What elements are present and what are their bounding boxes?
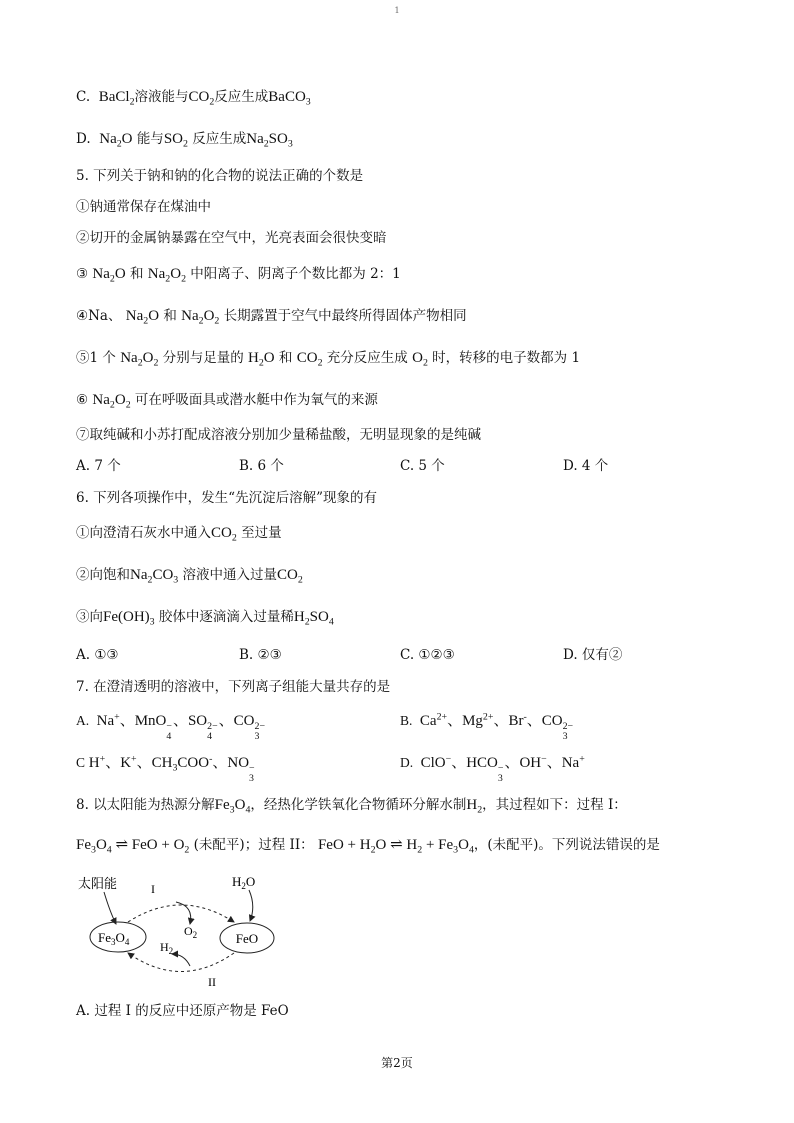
q7-option-a: A. Na+、MnO − 4 、SO 2− 4 、CO 2− 3 [76, 711, 266, 742]
h2-release-arrow-icon [172, 954, 190, 966]
h2-label: $H_2$ [160, 940, 174, 956]
q5-option-c: C. 5 个 [400, 458, 445, 474]
q6-option-a: A. ①③ [76, 647, 119, 663]
q5-statement-4: ④Na、 $Na_2O$ 和 $Na_2O_2$ 长期露置于空气中最终所得固体产物相同 [76, 308, 467, 327]
q5-statement-2: ②切开的金属钠暴露在空气中，光亮表面会很快变暗 [76, 230, 387, 246]
q4-option-c: C. BaCl$_2$溶液能与$CO_2$反应生成BaCO$_3$ [76, 89, 311, 108]
q6-option-b: B. ②③ [239, 647, 282, 663]
q8-option-a: A. 过程 I 的反应中还原产物是 FeO [76, 1003, 289, 1019]
q8-equations: $Fe_3O_4$ ⇌ FeO + $O_2$ (未配平)；过程 II： FeO + $H_2O$ ⇌ $H_2 + Fe_3O_4$，(未配平)。下列说法错误的是 [76, 837, 660, 856]
feo-node-label: FeO [235, 931, 259, 946]
q6-stem: 6. 下列各项操作中，发生“先沉淀后溶解”现象的有 [76, 490, 377, 506]
q5-option-b: B. 6 个 [239, 458, 284, 474]
q6-statement-2: ②向饱和$Na_2CO_3$ 溶液中通入过量$CO_2$ [76, 567, 303, 586]
process-i-label: I [151, 882, 155, 896]
water-input-arrow-icon [249, 890, 253, 921]
q5-statement-1: ①钠通常保存在煤油中 [76, 199, 211, 215]
q8-cycle-diagram [76, 868, 306, 994]
water-label: $H_2O$ [232, 874, 256, 891]
q7-option-b: B. $Ca^{2+}$、$Mg^{2+}$、Br-、CO 2− 3 [400, 711, 574, 742]
fe3o4-node-label: $Fe_3O_4$ [98, 930, 130, 947]
q6-statement-1: ①向澄清石灰水中通入$CO_2$ 至过量 [76, 525, 282, 544]
q7-option-d: D. ClO−、HCO − 3 、OH−、Na+ [400, 753, 585, 784]
q5-statement-3: ③ $Na_2O$ 和 $Na_2O_2$ 中阳离子、阴离子个数比都为 2：1 [76, 266, 401, 285]
process-i-arrow-icon [128, 905, 234, 922]
page-top-mark: 1 [394, 6, 400, 15]
q5-statement-5: ⑤1 个 $Na_2O_2$ 分别与足量的 $H_2O$ 和 $CO_2$ 充分反应生成 $O_2$ 时，转移的电子数都为 1 [76, 350, 581, 369]
q5-stem: 5. 下列关于钠和钠的化合物的说法正确的个数是 [76, 168, 364, 184]
q5-statement-7: ⑦取纯碱和小苏打配成溶液分别加少量稀盐酸，无明显现象的是纯碱 [76, 427, 481, 443]
q7-stem: 7. 在澄清透明的溶液中，下列离子组能大量共存的是 [76, 679, 391, 695]
q5-statement-6: ⑥ $Na_2O_2$ 可在呼吸面具或潜水艇中作为氧气的来源 [76, 392, 378, 411]
q4-option-d: D. $Na_2O$ 能与$SO_2$ 反应生成$Na_2SO_3$ [76, 131, 293, 150]
q6-option-c: C. ①②③ [400, 647, 455, 663]
process-ii-label: II [208, 975, 216, 989]
q5-option-a: A. 7 个 [76, 458, 121, 474]
o2-label: $O_2$ [184, 924, 198, 940]
q8-stem: 8. 以太阳能为热源分解$Fe_3O_4$，经热化学铁氧化合物循环分解水制$H_2$，其过程如下：过程 I： [76, 797, 627, 816]
q6-option-d: D. 仅有② [563, 647, 623, 663]
page-footer: 第2页 [381, 1056, 413, 1070]
solar-arrow-icon [104, 892, 116, 924]
q7-option-c: C H+、K+、$CH_3COO^-$、NO − 3 [76, 753, 255, 784]
solar-energy-label: 太阳能 [78, 876, 118, 891]
q5-option-d: D. 4 个 [563, 458, 609, 474]
o2-release-arrow-icon [176, 902, 191, 924]
q6-statement-3: ③向$Fe(OH)_3$ 胶体中逐滴滴入过量稀$H_2SO_4$ [76, 609, 334, 628]
